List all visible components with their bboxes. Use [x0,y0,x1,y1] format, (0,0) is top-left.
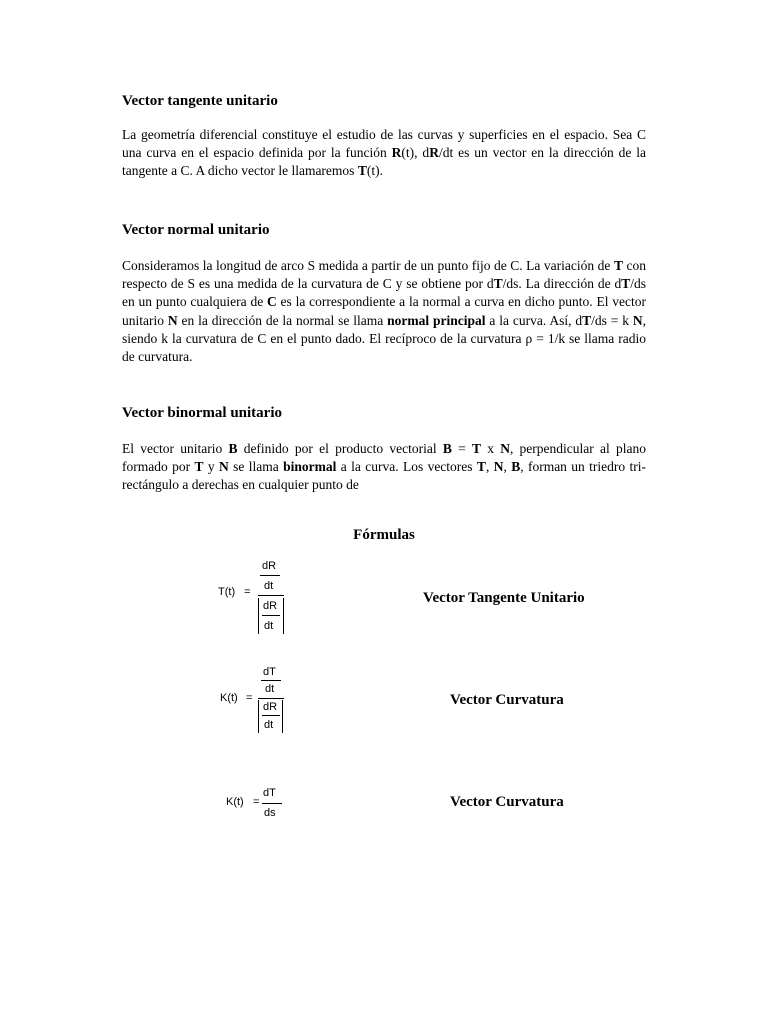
formula-lhs: K(t) [226,796,244,808]
formula-curvature-dt [220,665,300,737]
text-run: (t). [366,163,383,179]
bold-run: normal principal [387,312,486,328]
formula-equals: = [246,692,253,704]
formula-label-curvature-1: Vector Curvatura [450,692,564,708]
fraction-bar [262,715,280,716]
text-run: /dt es un vector en la dirección de la tangente a C. A dicho vector le llamaremos [122,145,646,179]
main-fraction-bar [258,698,284,699]
bold-run: N [219,459,229,475]
main-fraction-bar [258,595,284,596]
bold-run: N [632,312,643,328]
abs-bar-right [283,598,284,634]
numerator-numerator: dR [262,560,277,572]
text-run: es la correspondiente a la normal a curva en dicho punto. El vector unitario [122,294,646,328]
bold-run: N [500,441,510,456]
text-run: /ds = k [591,312,633,328]
heading-vector-tangente: Vector tangente unitario [122,93,278,109]
bold-run: C [267,294,277,310]
bold-run: R [391,145,402,161]
formula-lhs: T(t) [218,586,236,598]
numerator-denominator: dt [264,580,274,592]
abs-bar-left [258,598,259,634]
fraction-bar [260,575,280,576]
text-run: , forman un triedro tri-rectángulo a derechas en cualquier punto de [122,459,647,493]
formula-label-tangent: Vector Tangente Unitario [423,590,585,606]
text-run: , perpendicular al plano formado por [122,441,646,475]
denominator-numerator: dR [263,600,278,612]
bold-run: T [582,312,592,328]
text-run: , [485,459,494,475]
bold-run: T [476,459,486,475]
fraction-numerator: dT [263,787,276,799]
text-run: y [203,459,219,475]
paragraph-normal [122,257,646,366]
bold-run: B [511,459,521,475]
bold-run: T [194,459,204,475]
text-run: (t), d [401,145,430,161]
text-run: , siendo k la curvatura de C en el punto dado. El recíproco de la curvatura ρ = 1/k se llama radio de curvatura. [122,312,646,365]
bold-run: T [471,441,481,456]
text-run: x [480,441,501,456]
text-run: /ds en un punto cualquiera de [122,276,646,310]
denominator-numerator: dR [263,701,278,713]
bold-run: N [493,459,504,475]
paragraph-tangente [122,126,646,181]
text-run: Consideramos la longitud de arco S medida a partir de un punto fijo de C. La variación de [122,258,614,273]
formula-equals: = [253,796,260,808]
formula-label-curvature-2: Vector Curvatura [450,794,564,810]
fraction-bar [262,615,280,616]
bold-run: N [167,312,178,328]
numerator-numerator: dT [263,666,276,678]
bold-run: T [493,276,503,292]
bold-run: T [357,163,367,179]
formula-tangent [218,558,298,638]
denominator-denominator: dt [264,620,274,632]
bold-run: B [442,441,452,456]
denominator-denominator: dt [264,719,274,731]
formula-equals: = [244,586,251,598]
fraction-denominator: ds [264,807,276,819]
bold-run: B [228,441,238,456]
text-run: El vector unitario [122,441,229,456]
text-run: se llama [228,459,284,475]
text-run: en la dirección de la normal se llama [177,312,388,328]
fraction-bar [261,680,281,681]
paragraph-binormal [122,440,646,495]
text-run: definido por el producto vectorial [237,441,443,456]
bold-run: T [621,276,631,292]
fraction-bar [262,803,282,804]
formula-curvature-ds [226,786,296,822]
text-run: /ds. La dirección de d [502,276,622,292]
numerator-denominator: dt [265,683,275,695]
formula-lhs: K(t) [220,692,238,704]
text-run: a la curva. Así, d [485,312,583,328]
text-run: con respecto de S es una medida de la curvatura de C y se obtiene por d [122,258,646,292]
text-run: , [503,459,512,475]
heading-vector-binormal: Vector binormal unitario [122,405,282,421]
text-run: La geometría diferencial constituye el estudio de las curvas y superficies en el espacio. Sea C una curva en el espacio definida por la función [122,127,646,161]
abs-bar-left [258,700,259,733]
heading-vector-normal: Vector normal unitario [122,222,270,238]
bold-run: T [613,258,623,273]
bold-run: binormal [283,459,337,475]
abs-bar-right [282,700,283,733]
text-run: a la curva. Los vectores [336,459,477,475]
text-run: = [451,441,472,456]
bold-run: R [429,145,439,161]
formulas-title: Fórmulas [353,527,415,543]
